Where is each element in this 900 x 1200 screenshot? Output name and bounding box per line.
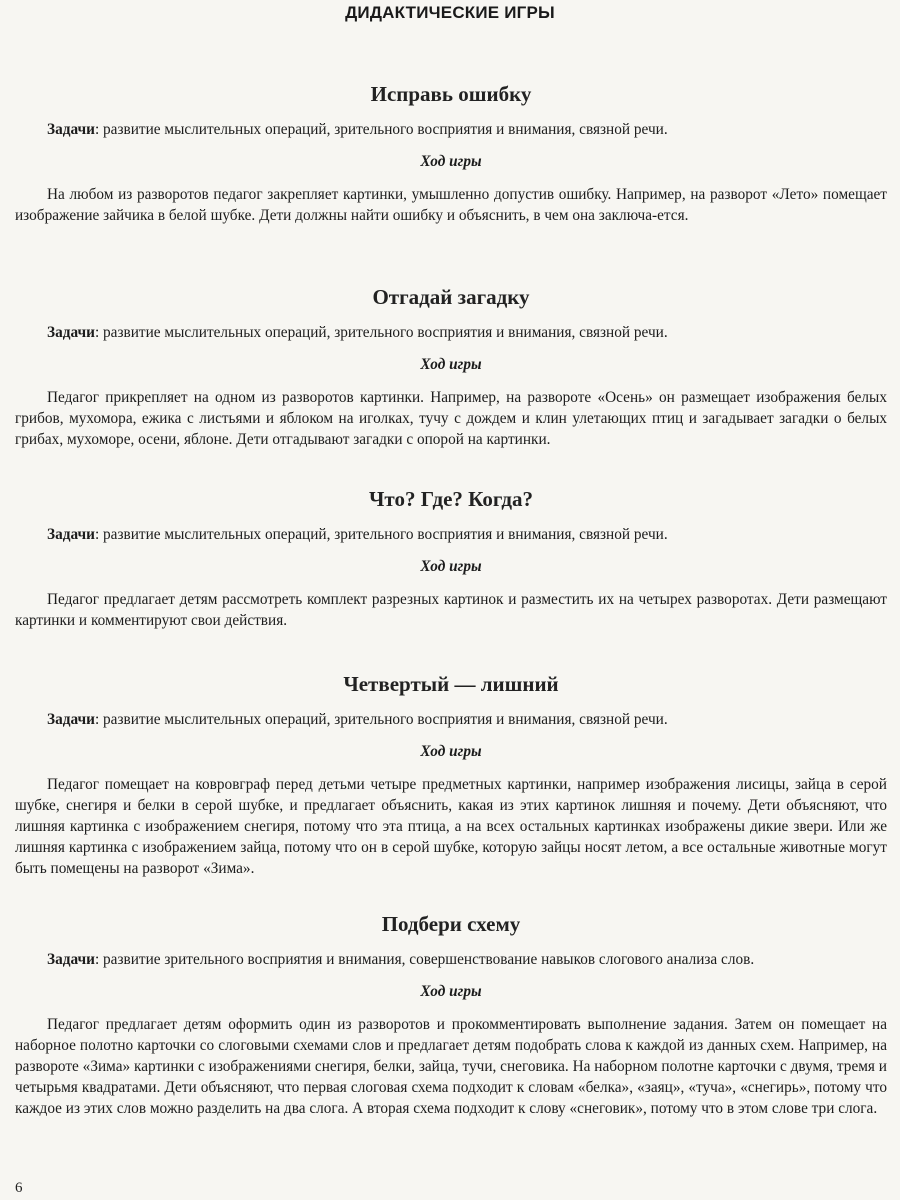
tasks-text: : развитие мыслительных операций, зрительного восприятия и внимания, связной речи. [94, 121, 668, 138]
course-heading: Ход игры [420, 356, 482, 373]
tasks-label: Задачи [47, 121, 95, 138]
section-title: Отгадай загадку [372, 285, 530, 309]
section-body: Педагог предлагает детям оформить один из разворотов и прокомментировать выполнение задания. Затем он помещает на наборное полотно карточки со слоговыми схемами слов и предлагает детям подобрать слова к каждой из данных схем. Например, на развороте «Зима» картинки с изображениями снегиря, белки, зайца, тучи, снеговика. На наборном полотне карточки с двумя, тремя и четырьмя квадратами. Дети объясняют, что первая слоговая схема подходит к словам «белка», «заяц», «туча», «снегирь», потому что каждое из этих слов можно разделить на два слога. А вторая схема подходит к слову «снеговик», потому что в этом слове три слога. [15, 1016, 887, 1117]
game-section-riddle [15, 285, 887, 450]
tasks-text: : развитие мыслительных операций, зрительного восприятия и внимания, связной речи. [94, 324, 668, 341]
tasks-text: : развитие зрительного восприятия и внимания, совершенствование навыков слогового анализа слов. [94, 951, 755, 968]
game-section-what-where-when [15, 487, 887, 631]
tasks-line [15, 323, 887, 343]
game-section-pick-scheme [15, 912, 887, 1119]
page-number: 6 [15, 1180, 23, 1196]
section-title: Подбери схему [381, 912, 521, 936]
tasks-line [15, 525, 887, 545]
course-heading: Ход игры [420, 983, 482, 1000]
tasks-label: Задачи [47, 526, 95, 543]
section-title: Четвертый — лишний [343, 672, 559, 696]
section-body: На любом из разворотов педагог закрепляет картинки, умышленно допустив ошибку. Например, на разворот «Лето» помещает изображение зайчика в белой шубке. Дети должны найти ошибку и объяснить, в чем она заключа-ется. [15, 186, 887, 224]
tasks-text: : развитие мыслительных операций, зрительного восприятия и внимания, связной речи. [94, 526, 668, 543]
tasks-label: Задачи [47, 951, 95, 968]
course-heading: Ход игры [420, 153, 482, 170]
game-section-fix-mistake [15, 82, 887, 226]
section-title: Исправь ошибку [370, 82, 532, 106]
course-heading: Ход игры [420, 558, 482, 575]
section-title: Что? Где? Когда? [369, 487, 533, 511]
game-section-odd-one-out [15, 672, 887, 879]
section-body: Педагог предлагает детям рассмотреть комплект разрезных картинок и разместить их на четырех разворотах. Дети размещают картинки и комментируют свои действия. [15, 591, 887, 629]
tasks-line [15, 710, 887, 730]
course-heading: Ход игры [420, 743, 482, 760]
tasks-label: Задачи [47, 711, 95, 728]
tasks-text: : развитие мыслительных операций, зрительного восприятия и внимания, связной речи. [94, 711, 668, 728]
section-body: Педагог помещает на ковровграф перед детьми четыре предметных картинки, например изображения лисицы, зайца в серой шубке, снегиря и белки в серой шубке, и предлагает объяснить, какая из этих картинок лишняя и почему. Дети объясняют, что лишняя картинка с изображением снегиря, потому что эта птица, а на всех остальных картинках изображены дикие звери. Или же лишняя картинка с изображением зайца, потому что он в серой шубке, которую зайцы носят летом, а все остальные животные могут быть помещены на разворот «Зима». [15, 776, 887, 877]
tasks-line [15, 120, 887, 140]
tasks-label: Задачи [47, 324, 95, 341]
page-header-title: ДИДАКТИЧЕСКИЕ ИГРЫ [345, 3, 555, 22]
section-body: Педагог прикрепляет на одном из разворотов картинки. Например, на развороте «Осень» он размещает изображения белых грибов, мухомора, ежика с листьями и яблоком на иголках, тучу с дождем и клин улетающих птиц и загадывает загадки о белых грибах, мухоморе, осени, яблоне. Дети отгадывают загадки с опорой на картинки. [15, 389, 887, 448]
tasks-line [15, 950, 887, 970]
